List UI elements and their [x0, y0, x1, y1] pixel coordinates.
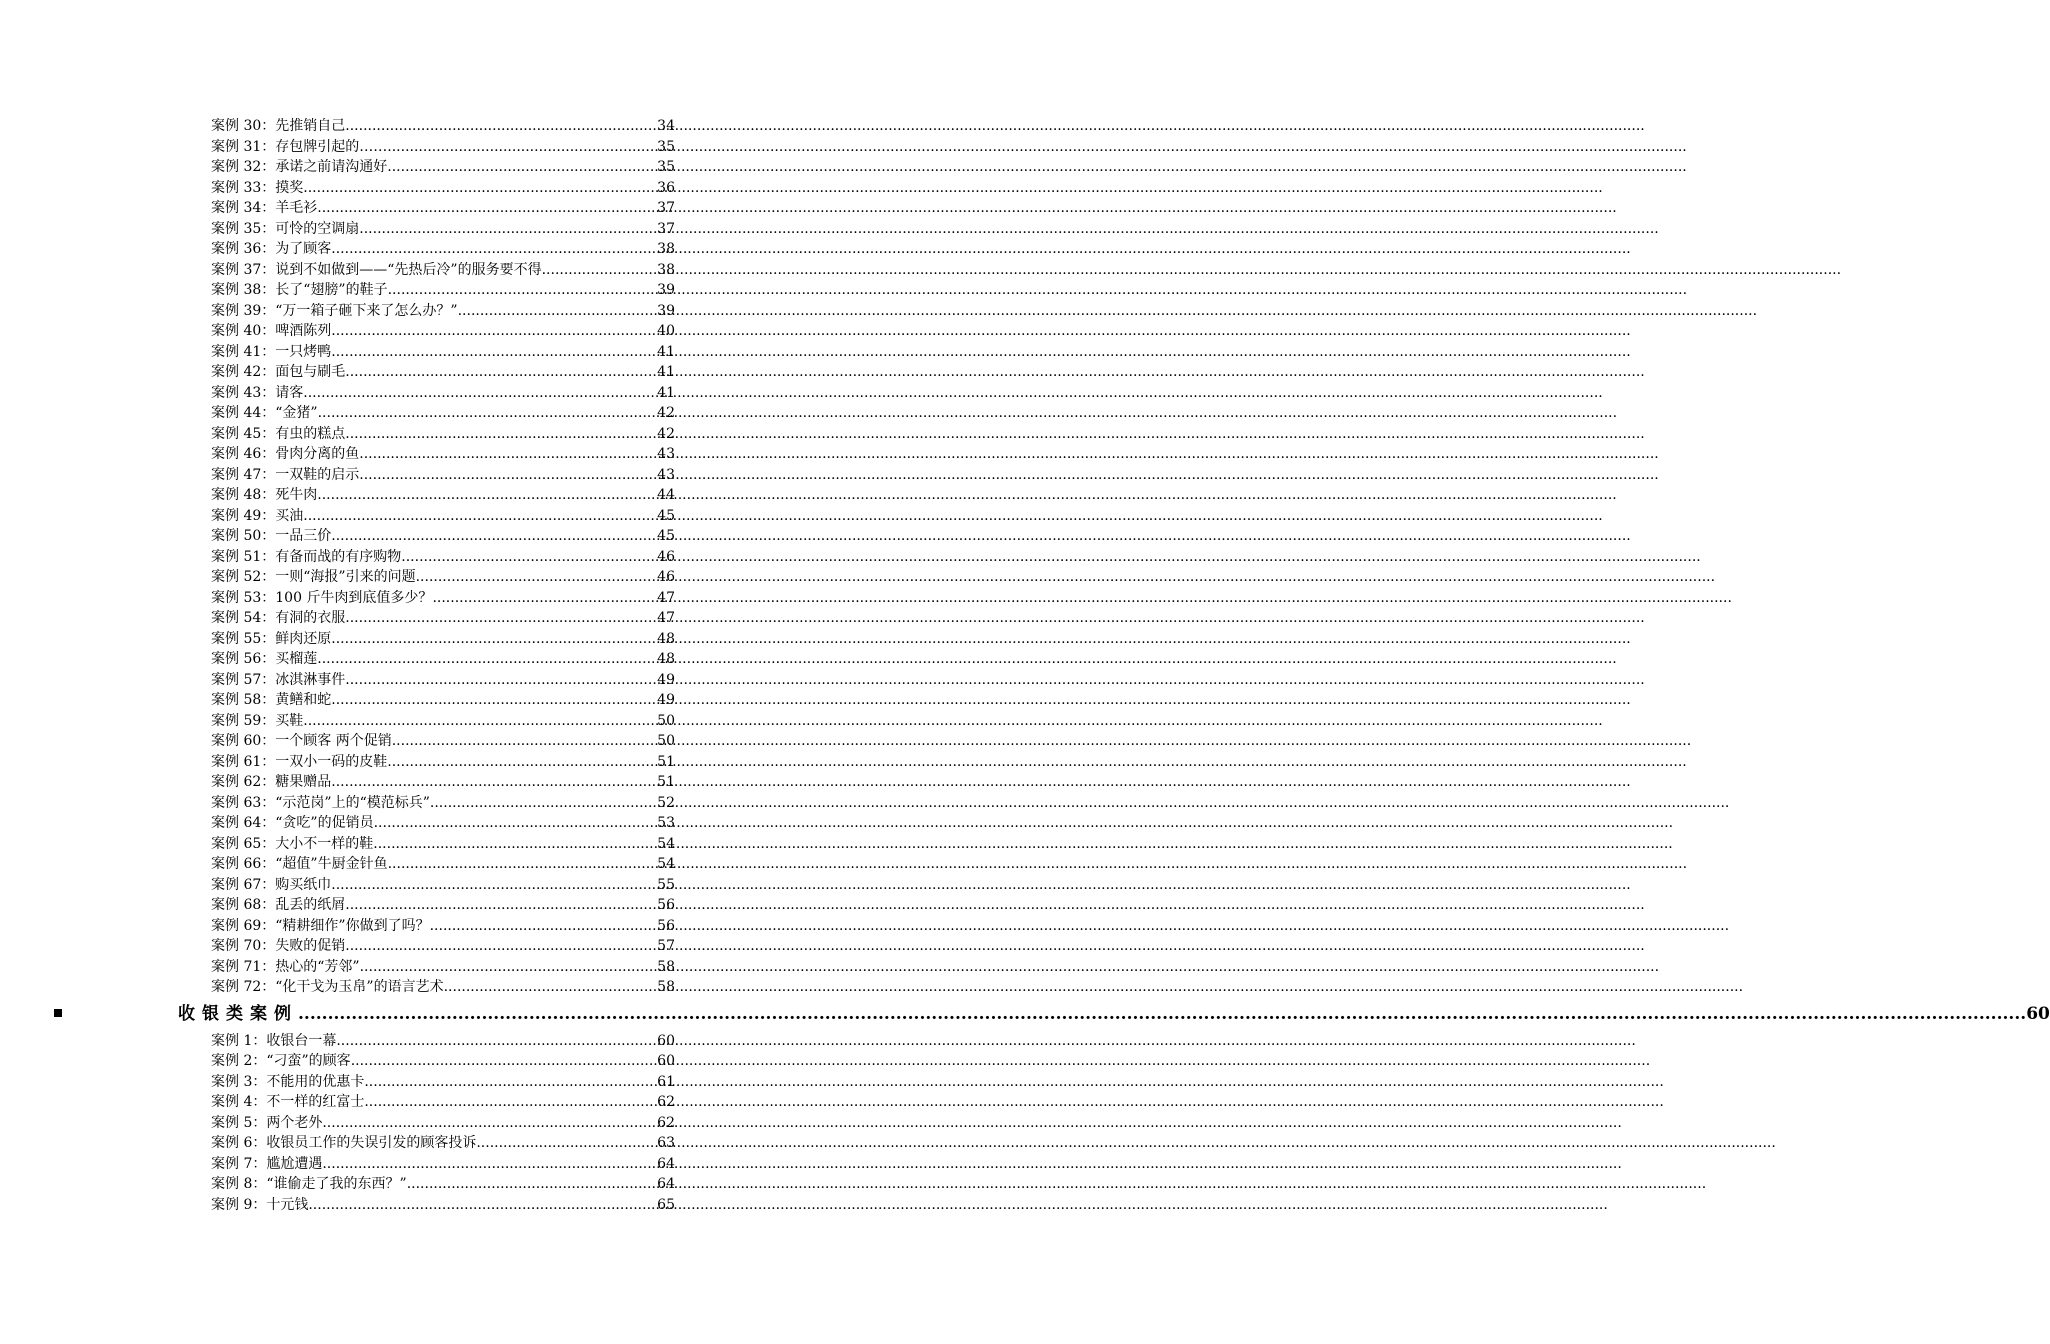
- dot-leader: [345, 362, 657, 383]
- page-number: 54: [657, 835, 675, 852]
- toc-entry[interactable]: [211, 711, 675, 732]
- page-number: 41: [657, 384, 675, 401]
- dot-leader: [331, 321, 657, 342]
- case-title: 买榴莲: [275, 651, 318, 667]
- page-number: 65: [657, 1196, 675, 1213]
- case-title: 一则“海报”引来的问题: [275, 569, 416, 585]
- case-number: 案例 2：: [211, 1053, 267, 1069]
- toc-entry[interactable]: [211, 690, 675, 711]
- toc-entry[interactable]: [211, 752, 675, 773]
- dot-leader: [303, 178, 657, 199]
- toc-entry[interactable]: [211, 1092, 675, 1113]
- section-page-number: 60: [2026, 1003, 2050, 1024]
- dot-leader: [303, 711, 657, 732]
- case-number: 案例 4：: [211, 1094, 267, 1110]
- case-title: 有虫的糕点: [275, 425, 346, 442]
- dot-leader: [331, 629, 657, 650]
- page-number: 61: [657, 1073, 675, 1090]
- case-number: 案例 67：: [211, 876, 276, 893]
- case-title: 大小不一样的鞋: [275, 835, 374, 852]
- toc-entry[interactable]: [211, 649, 675, 670]
- dot-leader: [322, 1113, 657, 1134]
- page-number: 60: [657, 1032, 675, 1049]
- dot-leader: [388, 280, 658, 301]
- toc-entry[interactable]: [211, 116, 675, 137]
- dot-leader: [359, 444, 657, 465]
- page-number: 35: [657, 159, 675, 175]
- case-number: 案例 48：: [211, 487, 276, 503]
- page-number: 45: [657, 507, 675, 524]
- toc-entry[interactable]: [211, 895, 675, 916]
- case-number: 案例 39：: [211, 302, 276, 319]
- case-number: 案例 6：: [211, 1135, 267, 1151]
- toc-entry[interactable]: [211, 1195, 675, 1216]
- toc-entry[interactable]: [211, 383, 675, 404]
- toc-entry[interactable]: [211, 629, 675, 650]
- case-number: 案例 45：: [211, 425, 276, 442]
- toc-entry[interactable]: [211, 1113, 675, 1134]
- toc-entry[interactable]: [211, 1051, 675, 1072]
- case-title: “贪吃”的促销员: [275, 815, 374, 831]
- case-number: 案例 38：: [211, 282, 276, 298]
- page-number: 41: [657, 343, 675, 360]
- dot-leader: [331, 239, 657, 260]
- case-title: “金猪”: [275, 405, 318, 421]
- case-number: 案例 43：: [211, 384, 276, 401]
- toc-entry[interactable]: [211, 772, 675, 793]
- case-title: “示范岗”上的“模范标兵”: [275, 794, 430, 811]
- case-title: 摸奖: [275, 179, 304, 196]
- toc-entry[interactable]: [211, 936, 675, 957]
- page-number: 34: [657, 118, 675, 134]
- toc-entry[interactable]: [211, 362, 675, 383]
- toc-entry[interactable]: [211, 608, 675, 629]
- dot-leader: [360, 957, 658, 978]
- toc-entry[interactable]: [211, 957, 675, 978]
- page-number: 46: [657, 548, 675, 565]
- toc-group-cashier-cases: [0, 1031, 950, 1216]
- page-number: 44: [657, 487, 675, 503]
- dot-leader: [331, 772, 657, 793]
- case-number: 案例 68：: [211, 897, 276, 913]
- case-title: 失败的促销: [275, 938, 346, 954]
- case-title: 长了“翅膀”的鞋子: [275, 282, 388, 298]
- toc-entry[interactable]: [211, 854, 675, 875]
- case-title: “超值”牛厨金针鱼: [275, 856, 388, 872]
- toc-entry[interactable]: [211, 178, 675, 199]
- case-title: 可怜的空调扇: [275, 220, 360, 237]
- case-number: 案例 3：: [211, 1073, 267, 1090]
- dot-leader: [476, 1133, 657, 1154]
- dot-leader: [359, 465, 657, 486]
- toc-entry[interactable]: [211, 526, 675, 547]
- case-title: 承诺之前请沟通好: [275, 159, 388, 175]
- case-title: “谁偷走了我的东西？”: [266, 1176, 407, 1192]
- case-title: “刁蛮”的顾客: [266, 1053, 351, 1069]
- dot-leader: [345, 936, 657, 957]
- dot-leader: [430, 916, 658, 937]
- page-number: 62: [657, 1094, 675, 1110]
- page-number: 63: [657, 1135, 675, 1151]
- toc-entry[interactable]: [211, 157, 675, 178]
- dot-leader: [345, 895, 657, 916]
- section-heading-row: [178, 999, 2050, 1029]
- page-number: 54: [657, 856, 675, 872]
- toc-entry[interactable]: [211, 137, 675, 158]
- case-number: 案例 31：: [211, 138, 276, 155]
- dot-leader: [392, 731, 657, 752]
- case-title: 糖果赠品: [275, 774, 332, 790]
- case-title: 存包牌引起的……: [275, 138, 388, 155]
- case-number: 案例 66：: [211, 856, 276, 872]
- case-number: 案例 59：: [211, 712, 276, 729]
- page-number: 47: [657, 589, 675, 606]
- case-number: 案例 65：: [211, 835, 276, 852]
- square-bullet-icon: [54, 1009, 62, 1017]
- case-number: 案例 33：: [211, 179, 276, 196]
- toc-group-store-cases: [0, 116, 950, 998]
- case-title: 尴尬遭遇: [266, 1155, 323, 1172]
- dot-leader: [331, 342, 657, 363]
- case-title: 买油: [275, 507, 304, 524]
- toc-entry[interactable]: [211, 834, 675, 855]
- toc-entry[interactable]: [211, 1174, 675, 1195]
- case-number: 案例 36：: [211, 241, 276, 257]
- dot-leader: [331, 690, 657, 711]
- case-title: 一只烤鸭: [275, 343, 332, 360]
- toc-entry[interactable]: [211, 280, 675, 301]
- case-number: 案例 70：: [211, 938, 276, 954]
- dot-leader: [388, 854, 658, 875]
- page-number: 38: [657, 261, 675, 278]
- page-number: 62: [657, 1114, 675, 1131]
- page-number: 43: [657, 466, 675, 483]
- case-title: 先推销自己: [275, 118, 346, 134]
- toc-entry[interactable]: [211, 321, 675, 342]
- page-number: 49: [657, 671, 675, 688]
- toc-entry[interactable]: [211, 485, 675, 506]
- case-title: 有备而战的有序购物: [275, 548, 402, 565]
- toc-entry[interactable]: [211, 260, 675, 281]
- case-title: 请客: [275, 384, 304, 401]
- toc-entry[interactable]: [211, 547, 675, 568]
- case-number: 案例 8：: [211, 1176, 267, 1192]
- toc-entry[interactable]: [211, 198, 675, 219]
- page-number: 42: [657, 405, 675, 421]
- case-title: “精耕细作”你做到了吗？: [275, 917, 430, 934]
- page-number: 56: [657, 897, 675, 913]
- case-title: 冰淇淋事件: [275, 671, 346, 688]
- case-number: 案例 61：: [211, 753, 276, 770]
- page-number: 48: [657, 651, 675, 667]
- case-number: 案例 35：: [211, 220, 276, 237]
- case-title: 收银台一幕: [266, 1032, 337, 1049]
- page-number: 60: [657, 1053, 675, 1069]
- dot-leader: [430, 793, 657, 814]
- page-number: 45: [657, 528, 675, 544]
- page-number: 49: [657, 692, 675, 708]
- dot-leader: [317, 485, 657, 506]
- case-number: 案例 52：: [211, 569, 276, 585]
- case-number: 案例 1：: [211, 1032, 267, 1049]
- toc-entry[interactable]: [211, 239, 675, 260]
- dot-leader: [387, 157, 657, 178]
- toc-entry[interactable]: [211, 465, 675, 486]
- page-number: 39: [657, 302, 675, 319]
- case-number: 案例 55：: [211, 630, 276, 647]
- dot-leader: [317, 649, 657, 670]
- case-number: 案例 47：: [211, 466, 276, 483]
- case-title: 收银员工作的失误引发的顾客投诉: [266, 1135, 477, 1151]
- case-title: 购买纸巾: [275, 876, 332, 893]
- page-number: 50: [657, 733, 675, 749]
- case-number: 案例 54：: [211, 610, 276, 626]
- section-title: 收银类案例: [178, 1003, 298, 1024]
- page-number: 64: [657, 1155, 675, 1172]
- page-number: 53: [657, 815, 675, 831]
- page-number: 64: [657, 1176, 675, 1192]
- case-title: 不能用的优惠卡: [266, 1073, 365, 1090]
- dot-leader: [308, 1195, 657, 1216]
- case-title: 为了顾客: [275, 241, 332, 257]
- dot-leader: [387, 137, 657, 158]
- dot-leader: [373, 834, 657, 855]
- case-title: 鲜肉还原: [275, 630, 332, 647]
- toc-entry[interactable]: [211, 977, 675, 998]
- dot-leader: [331, 526, 657, 547]
- case-title: 乱丢的纸屑: [275, 897, 346, 913]
- case-number: 案例 46：: [211, 446, 276, 462]
- toc-entry[interactable]: [211, 424, 675, 445]
- page-number: 41: [657, 364, 675, 380]
- toc-section-heading[interactable]: [0, 999, 2050, 1029]
- case-number: 案例 72：: [211, 979, 276, 995]
- case-number: 案例 62：: [211, 774, 276, 790]
- case-number: 案例 49：: [211, 507, 276, 524]
- dot-leader: [336, 1031, 657, 1052]
- dot-leader: [387, 752, 657, 773]
- case-number: 案例 5：: [211, 1114, 267, 1131]
- case-number: 案例 34：: [211, 200, 276, 216]
- toc-entry[interactable]: [211, 506, 675, 527]
- toc-entry[interactable]: [211, 813, 675, 834]
- dot-leader: [322, 1154, 657, 1175]
- page-number: 46: [657, 569, 675, 585]
- table-of-contents: [0, 116, 2050, 1215]
- page-number: 47: [657, 610, 675, 626]
- toc-entry[interactable]: [211, 670, 675, 691]
- case-title: 热心的“芳邻”: [275, 958, 360, 975]
- case-title: “化干戈为玉帛”的语言艺术: [275, 979, 444, 995]
- page-number: 55: [657, 876, 675, 893]
- dot-leader: [542, 260, 658, 281]
- toc-entry[interactable]: [211, 301, 675, 322]
- page-number: 50: [657, 712, 675, 729]
- dot-leader: [432, 588, 657, 609]
- dot-leader: [345, 670, 657, 691]
- case-number: 案例 42：: [211, 364, 276, 380]
- dot-leader: [364, 1092, 657, 1113]
- dot-leader: [318, 403, 658, 424]
- case-title: 一双小一码的皮鞋: [275, 753, 388, 770]
- case-title: 一个顾客 两个促销: [275, 733, 392, 749]
- dot-leader: [458, 301, 658, 322]
- page-number: 35: [657, 138, 675, 155]
- page-number: 51: [657, 774, 675, 790]
- page-number: 40: [657, 323, 675, 339]
- case-title: 十元钱: [266, 1196, 309, 1213]
- toc-entry[interactable]: [211, 1031, 675, 1052]
- toc-entry[interactable]: [211, 731, 675, 752]
- case-number: 案例 50：: [211, 528, 276, 544]
- dot-leader: [364, 1072, 657, 1093]
- case-title: 不一样的红富士: [266, 1094, 365, 1110]
- case-title: 两个老外: [266, 1114, 323, 1131]
- case-title: 啤酒陈列: [275, 323, 332, 339]
- toc-entry[interactable]: [211, 219, 675, 240]
- dot-leader: [374, 813, 658, 834]
- case-title: 面包与刷毛: [275, 364, 346, 380]
- case-number: 案例 30：: [211, 118, 276, 134]
- dot-leader: [331, 875, 657, 896]
- case-title: 一双鞋的启示: [275, 466, 360, 483]
- page-number: 43: [657, 446, 675, 462]
- page-number: 52: [657, 794, 675, 811]
- dot-leader: [444, 977, 658, 998]
- dot-leader: [317, 198, 657, 219]
- dot-leader: [351, 1051, 657, 1072]
- case-number: 案例 64：: [211, 815, 276, 831]
- case-title: 一品三价: [275, 528, 332, 544]
- dot-leader: [401, 547, 657, 568]
- case-title: 骨肉分离的鱼: [275, 446, 360, 462]
- page-number: 57: [657, 938, 675, 954]
- toc-entry[interactable]: [211, 793, 675, 814]
- page-number: 37: [657, 200, 675, 216]
- case-number: 案例 57：: [211, 671, 276, 688]
- case-number: 案例 71：: [211, 958, 276, 975]
- toc-entry[interactable]: [211, 444, 675, 465]
- page-number: 58: [657, 958, 675, 975]
- case-title: 黄鳝和蛇: [275, 692, 332, 708]
- dot-leader: [345, 116, 657, 137]
- page-number: 56: [657, 917, 675, 934]
- toc-entry[interactable]: [211, 1154, 675, 1175]
- case-number: 案例 56：: [211, 651, 276, 667]
- case-number: 案例 69：: [211, 917, 276, 934]
- page-number: 39: [657, 282, 675, 298]
- case-title: 说到不如做到——“先热后冷”的服务要不得: [275, 261, 542, 278]
- toc-entry[interactable]: [211, 342, 675, 363]
- page-number: 48: [657, 630, 675, 647]
- case-number: 案例 37：: [211, 261, 276, 278]
- case-title: 羊毛衫: [275, 200, 318, 216]
- toc-entry[interactable]: [211, 567, 675, 588]
- case-title: 买鞋: [275, 712, 304, 729]
- case-number: 案例 40：: [211, 323, 276, 339]
- toc-entry[interactable]: [211, 1133, 675, 1154]
- case-title: 有洞的衣服: [275, 610, 346, 626]
- dot-leader: [303, 383, 657, 404]
- page-number: 58: [657, 979, 675, 995]
- case-number: 案例 60：: [211, 733, 276, 749]
- case-number: 案例 58：: [211, 692, 276, 708]
- toc-entry[interactable]: [211, 916, 675, 937]
- toc-entry[interactable]: [211, 588, 675, 609]
- dot-leader: [298, 999, 2026, 1029]
- case-number: 案例 9：: [211, 1196, 267, 1213]
- case-number: 案例 63：: [211, 794, 276, 811]
- case-number: 案例 7：: [211, 1155, 267, 1172]
- case-number: 案例 53：: [211, 589, 276, 606]
- toc-entry[interactable]: [211, 875, 675, 896]
- case-title: 死牛肉: [275, 487, 318, 503]
- case-number: 案例 44：: [211, 405, 276, 421]
- toc-entry[interactable]: [211, 403, 675, 424]
- page-number: 51: [657, 753, 675, 770]
- dot-leader: [359, 219, 657, 240]
- dot-leader: [303, 506, 657, 527]
- case-title: 100 斤牛肉到底值多少？: [275, 589, 433, 606]
- case-number: 案例 41：: [211, 343, 276, 360]
- case-number: 案例 32：: [211, 159, 276, 175]
- page-number: 37: [657, 220, 675, 237]
- toc-entry[interactable]: [211, 1072, 675, 1093]
- page-number: 38: [657, 241, 675, 257]
- page-number: 36: [657, 179, 675, 196]
- dot-leader: [407, 1174, 657, 1195]
- page-number: 42: [657, 425, 675, 442]
- dot-leader: [345, 424, 657, 445]
- case-number: 案例 51：: [211, 548, 276, 565]
- dot-leader: [416, 567, 658, 588]
- dot-leader: [345, 608, 657, 629]
- case-title: “万一箱子砸下来了怎么办？”: [275, 302, 458, 319]
